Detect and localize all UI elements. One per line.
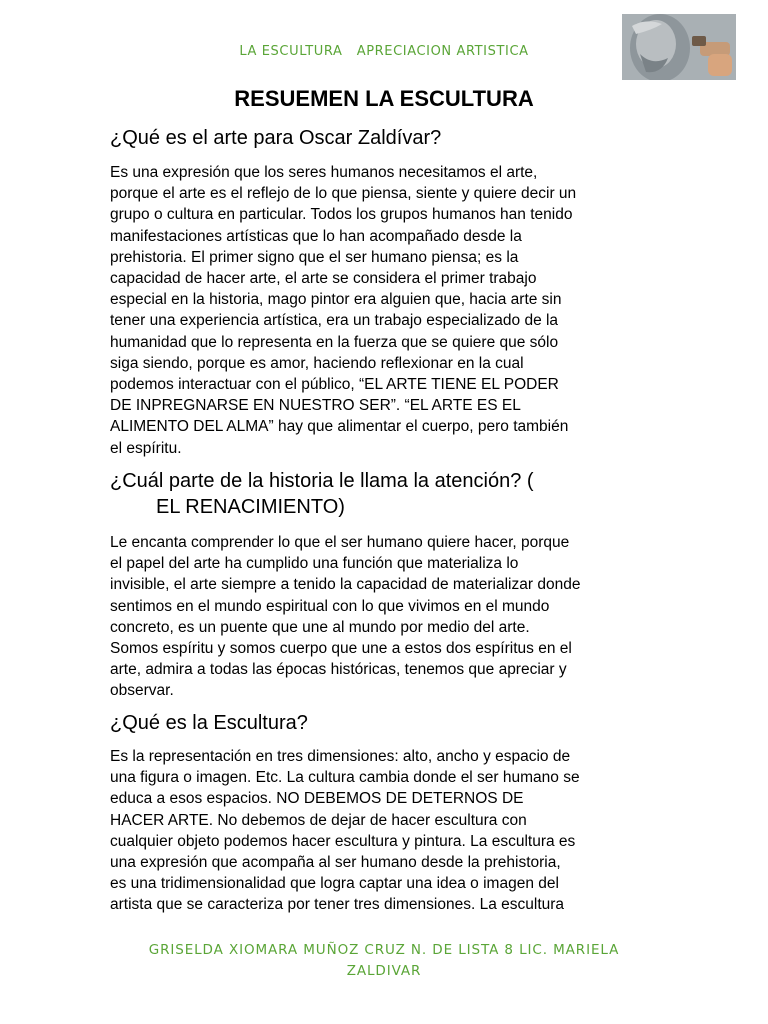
paragraph-line: invisible, el arte siempre a tenido la capacidad de materializar donde	[110, 576, 581, 594]
paragraph-line: una expresión que acompaña al ser humano desde la prehistoria,	[110, 854, 561, 872]
paragraph-line: artista que se caracteriza por tener tres dimensiones. La escultura	[110, 896, 565, 914]
footer-author	[0, 940, 768, 982]
question-heading: ¿Qué es la Escultura?	[110, 712, 308, 734]
paragraph-line: HACER ARTE. No debemos de dejar de hacer escultura con	[110, 811, 527, 829]
paragraph-line: es una tridimensionalidad que logra captar una idea o imagen del	[110, 875, 559, 893]
paragraph-line: Es una expresión que los seres humanos necesitamos el arte,	[110, 164, 538, 181]
paragraph-line: concreto, es un puente que une al mundo por medio del arte.	[110, 618, 530, 636]
paragraph-line: Es la representación en tres dimensiones: alto, ancho y espacio de	[110, 748, 571, 765]
paragraph-line: porque el arte es el reflejo de lo que piensa, siente y quiere decir un	[110, 185, 577, 203]
paragraph-line: humanidad que lo representa en la fuerza que se quiere que sólo	[110, 333, 559, 351]
footer-line: GRISELDA XIOMARA MUÑOZ CRUZ N. DE LISTA 8 LIC. MARIELA	[148, 942, 620, 958]
answer-paragraph	[110, 746, 662, 916]
paragraph-line: el papel del arte ha cumplido una función que materializa lo	[110, 555, 519, 573]
paragraph-line: capacidad de hacer arte, el arte se considera el primer trabajo	[110, 270, 537, 288]
footer-line: ZALDIVAR	[346, 963, 422, 979]
header-text: LA ESCULTURA APRECIACION ARTISTICA	[239, 44, 529, 59]
paragraph-line: sentimos en el mundo espiritual con lo que vivimos en el mundo	[110, 597, 550, 615]
paragraph-line: tener una experiencia artística, era un trabajo especializado de la	[110, 312, 559, 330]
paragraph-line: educa a esos espacios. NO DEBEMOS DE DETERNOS DE	[110, 790, 524, 808]
paragraph-line: Le encanta comprender lo que el ser humano quiere hacer, porque	[110, 534, 570, 551]
paragraph-line: grupo o cultura en particular. Todos los grupos humanos han tenido	[110, 206, 573, 224]
paragraph-line: siga siendo, porque es amor, haciendo reflexionar en la cual	[110, 354, 524, 372]
answer-paragraph	[110, 532, 662, 702]
paragraph-line: arte, admira a todas las épocas históricas, tenemos que apreciar y	[110, 661, 567, 679]
question-line: ¿Cuál parte de la historia le llama la atención? (	[110, 470, 534, 492]
paragraph-line: prehistoria. El primer signo que el ser humano piensa; es la	[110, 248, 519, 266]
paragraph-line: manifestaciones artísticas que lo han acompañado desde la	[110, 227, 522, 245]
paragraph-line: cualquier objeto podemos hacer escultura y pintura. La escultura es	[110, 832, 576, 850]
question-heading	[110, 468, 670, 520]
paragraph-line: ALIMENTO DEL ALMA” hay que alimentar el cuerpo, pero también	[110, 418, 569, 436]
paragraph-line: especial en la historia, mago pintor era alguien que, hacia arte sin	[110, 291, 562, 309]
sculpture-photo-icon	[622, 14, 736, 80]
paragraph-line: podemos interactuar con el público, “EL ARTE TIENE EL PODER	[110, 376, 559, 394]
answer-paragraph	[110, 162, 662, 459]
paragraph-line: DE INPREGNARSE EN NUESTRO SER”. “EL ARTE ES EL	[110, 397, 521, 415]
paragraph-line: el espíritu.	[110, 439, 182, 457]
question-line: EL RENACIMIENTO)	[156, 496, 345, 518]
paragraph-line: Somos espíritu y somos cuerpo que une a estos dos espíritus en el	[110, 640, 572, 658]
sculpture-photo	[622, 14, 736, 80]
paragraph-line: observar.	[110, 682, 174, 700]
paragraph-line: una figura o imagen. Etc. La cultura cambia donde el ser humano se	[110, 769, 580, 787]
document-title: RESUEMEN LA ESCULTURA	[234, 86, 534, 111]
question-heading: ¿Qué es el arte para Oscar Zaldívar?	[110, 127, 442, 149]
